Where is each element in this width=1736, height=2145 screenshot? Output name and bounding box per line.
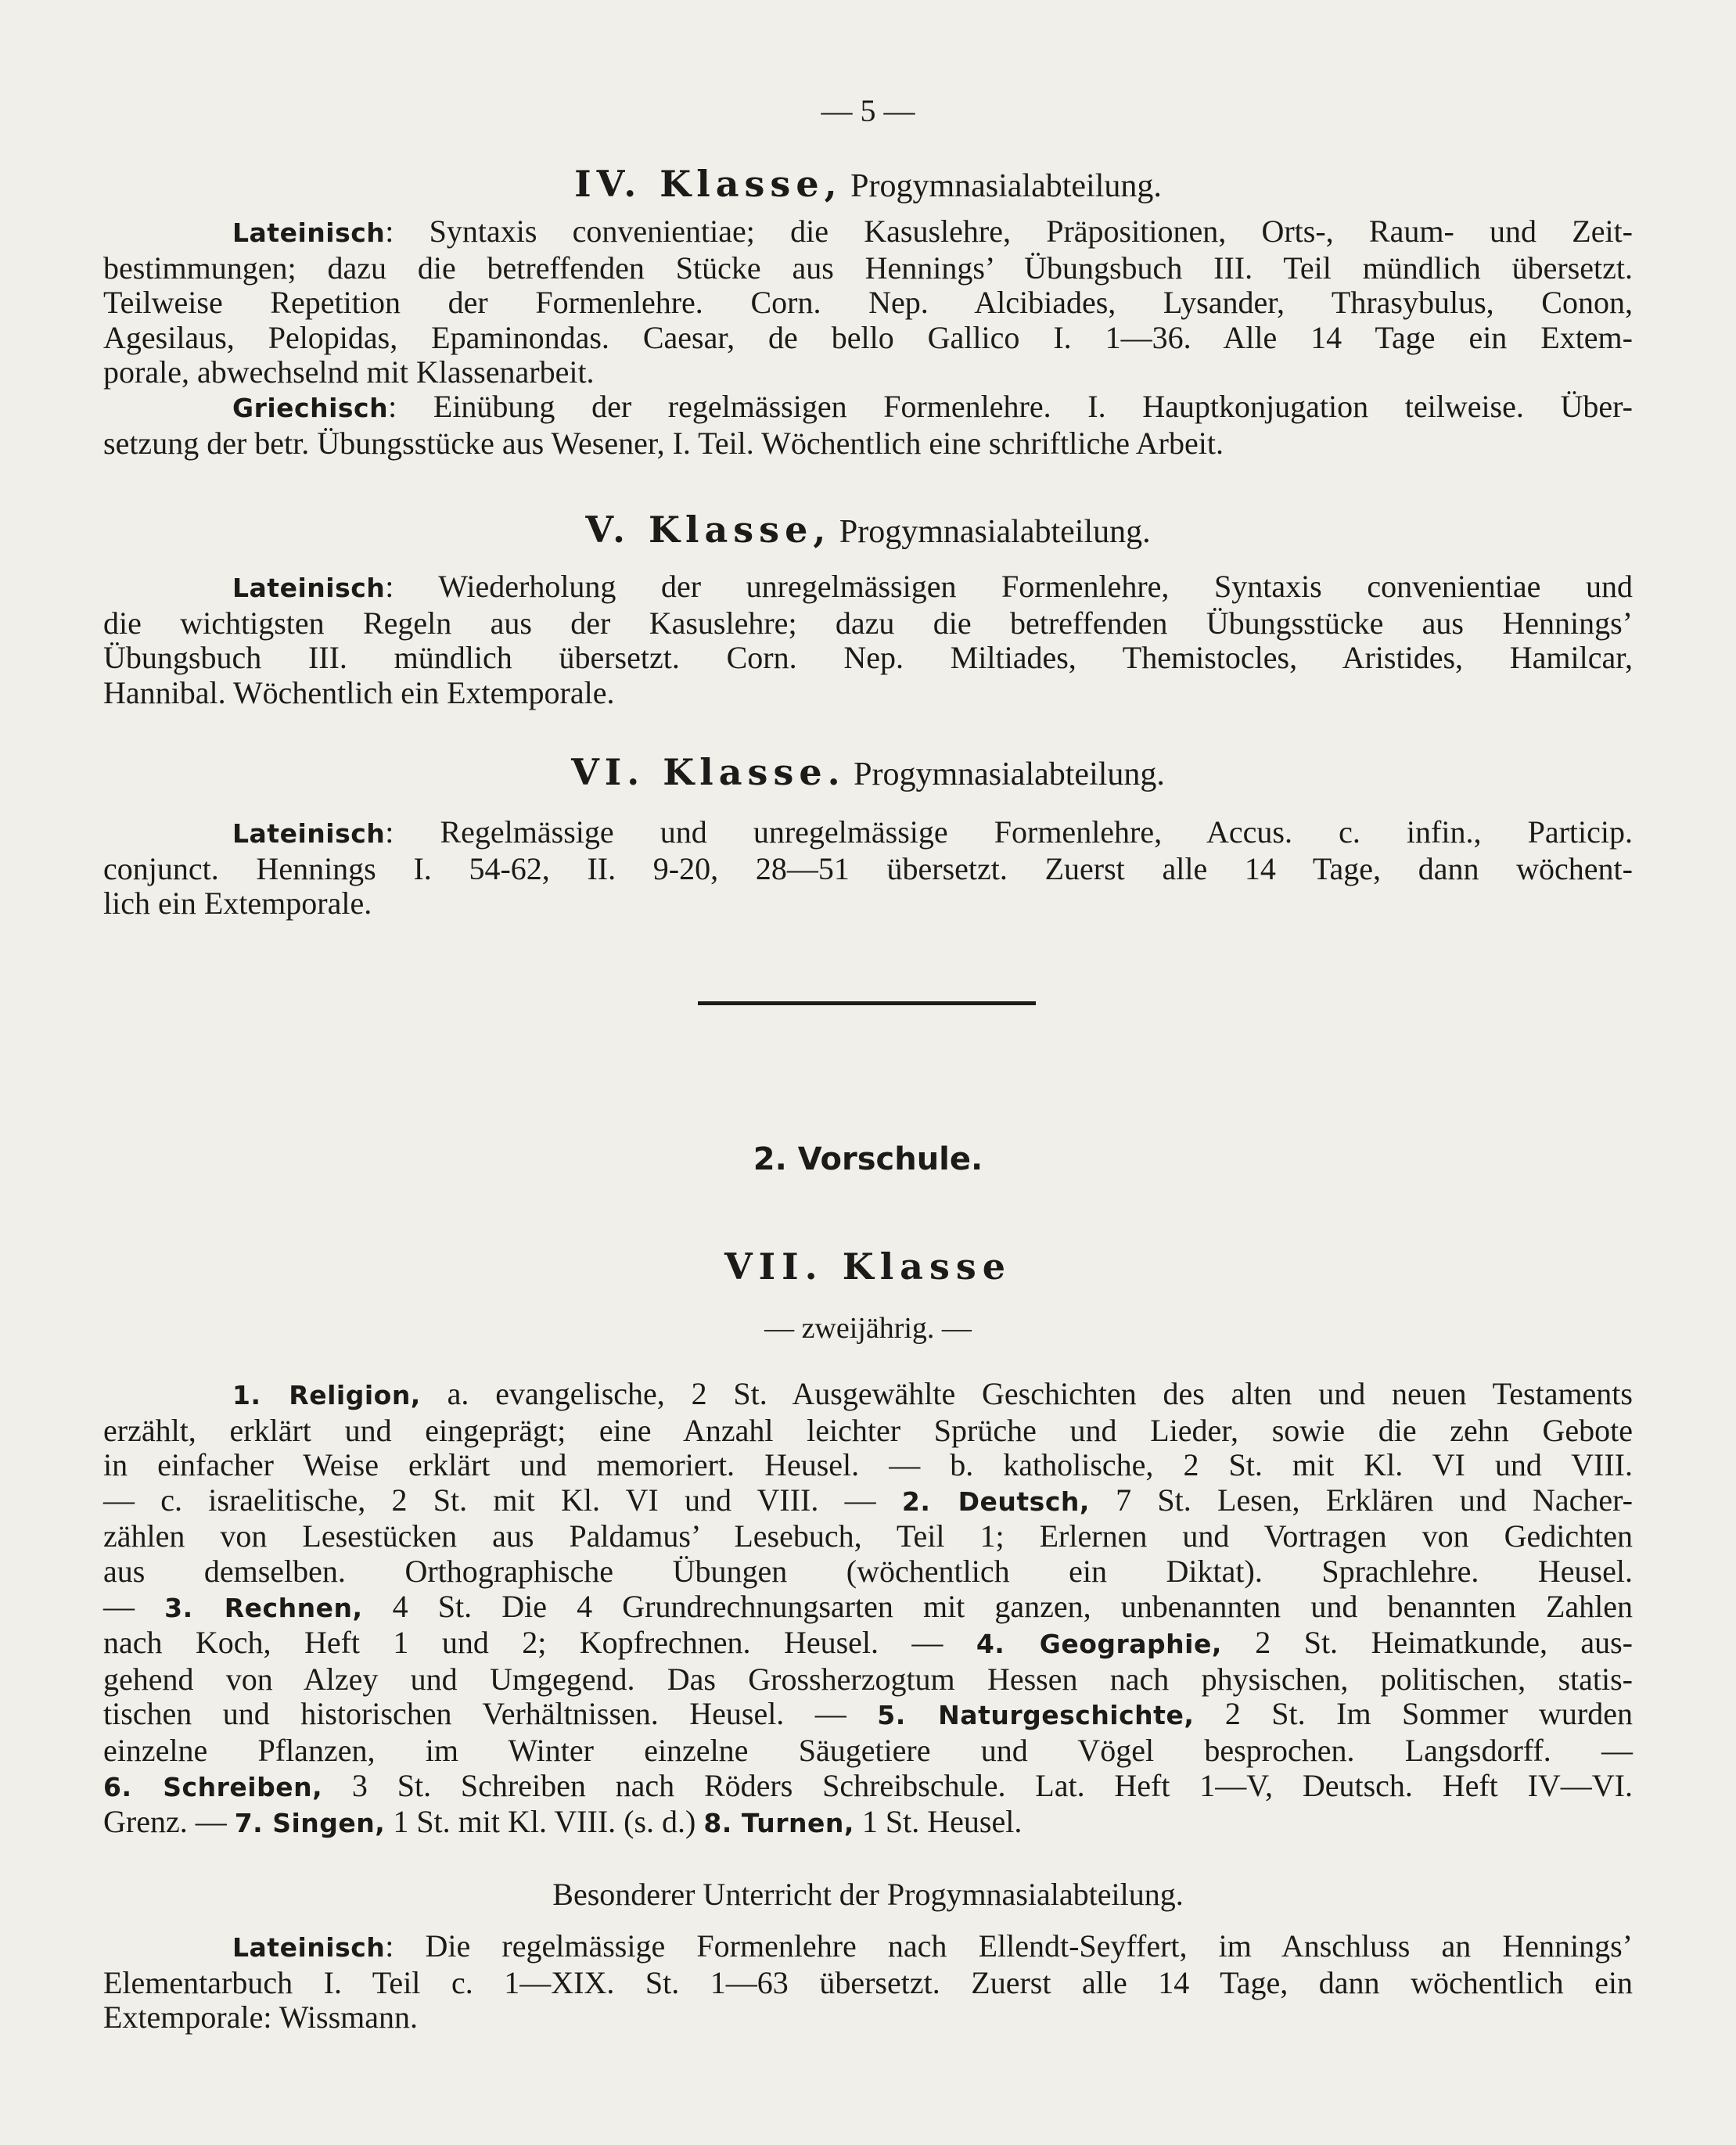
heading-v-klasse	[0, 508, 1736, 551]
subject-label: Griechisch	[232, 393, 389, 423]
heading-vi-class: VI. Klasse.	[571, 751, 846, 793]
subject-label: Lateinisch	[232, 217, 386, 248]
heading-iv-sub: Progymnasialabteilung.	[850, 168, 1162, 204]
heading-vi-klasse	[0, 751, 1736, 793]
section-divider	[698, 1001, 1036, 1005]
section-vii-subjects: 1. Religion, a. evangelische, 2 St. Ausgewählte Geschichten des alten und neuen Testaments erzählt, erklärt und eingeprägt; eine Anzahl leichter Sprüche und Lieder, sowie die zehn Gebote in einfacher Weise erklärt und memoriert. Heusel. — b. katholische, 2 St. mit Kl. VI und VIII. — c. israelitische, 2 St. mit Kl. VI und VIII. — 2. Deutsch, 7 St. Lesen, Erklären und Nacher- zählen von Lesestücken aus Paldamus’ Lesebuch, Teil 1; Erlernen und Vortragen von Gedichten aus demselben. Orthographische Übungen (wöchentlich ein Diktat). Sprachlehre. Heusel. — 3. Rechnen, 4 St. Die 4 Grundrechnungsarten mit ganzen, unbenannten und benannten Zahlen nach Koch, Heft 1 und 2; Kopfrechnen. Heusel. — 4. Geographie, 2 St. Heimatkunde, aus- gehend von Alzey und Umgegend. Das Grossherzogtum Hessen nach physischen, politischen, statis- tischen und historischen Verhältnissen. Heusel. — 5. Naturgeschichte, 2 St. Im Sommer wurden einzelne Pflanzen, im Winter einzelne Säugetiere und Vögel besprochen. Langsdorff. — 6. Schreiben, 3 St. Schreiben nach Röders Schreibschule. Lat. Heft 1—V, Deutsch. Heft IV—VI. Grenz. — 7. Singen, 1 St. mit Kl. VIII. (s. d.) 8. Turnen, 1 St. Heusel.	[103, 1376, 1634, 1840]
page-number: — 5 —	[821, 93, 915, 128]
heading-vi-sub: Progymnasialabteilung.	[854, 756, 1165, 792]
heading-iv-klasse	[0, 163, 1736, 205]
special-instruction-lateinisch: Lateinisch: Die regelmässige Formenlehre nach Ellendt-Seyffert, im Anschluss an Hennings’ Elementarbuch I. Teil c. 1—XIX. St. 1—63 übersetzt. Zuerst alle 14 Tage, dann wöchentlich ein Extemporale: Wissmann.	[103, 1928, 1633, 2035]
subject-label: Lateinisch	[232, 1932, 386, 1963]
section-iv-lateinisch: Lateinisch: Syntaxis convenientiae; die Kasuslehre, Präpositionen, Orts-, Raum- und Zeit- bestimmungen; dazu die betreffenden Stücke aus Hennings’ Übungsbuch III. Teil mündlich übersetzt. Teilweise Repetition der Formenlehre. Corn. Nep. Alcibiades, Lysander, Thrasybulus, Conon, Agesilaus, Pelopidas, Epaminondas. Caesar, de bello Gallico I. 1—36. Alle 14 Tage ein Extem- porale, abwechselnd mit Klassenarbeit.	[103, 214, 1633, 390]
heading-v-sub: Progymnasialabteilung.	[839, 514, 1151, 550]
duration-note: — zweijährig. —	[764, 1312, 972, 1345]
section-v-lateinisch: Lateinisch: Wiederholung der unregelmässigen Formenlehre, Syntaxis convenientiae und die wichtigsten Regeln aus der Kasuslehre; dazu die betreffenden Übungsstücke aus Hennings’ Übungsbuch III. mündlich übersetzt. Corn. Nep. Miltiades, Themistocles, Aristides, Hamilcar, Hannibal. Wöchentlich ein Extemporale.	[103, 569, 1633, 710]
section-vi-lateinisch: Lateinisch: Regelmässige und unregelmässige Formenlehre, Accus. c. infin., Particip. conjunct. Hennings I. 54-62, II. 9-20, 28—51 übersetzt. Zuerst alle 14 Tage, dann wöchent- lich ein Extemporale.	[103, 814, 1633, 922]
heading-iv-class: IV. Klasse,	[574, 163, 843, 205]
heading-vii-klasse: VII. Klasse	[724, 1245, 1012, 1288]
vorschule-title: 2. Vorschule.	[753, 1141, 983, 1177]
subject-label: Lateinisch	[232, 573, 386, 603]
special-instruction-title: Besonderer Unterricht der Progymnasialabteilung.	[552, 1877, 1184, 1912]
section-iv-griechisch: Griechisch: Einübung der regelmässigen Formenlehre. I. Hauptkonjugation teilweise. Über- setzung der betr. Übungsstücke aus Wesener, I. Teil. Wöchentlich eine schriftliche Arbeit.	[103, 389, 1633, 461]
heading-v-class: V. Klasse,	[585, 508, 832, 551]
subject-label: Lateinisch	[232, 818, 386, 849]
